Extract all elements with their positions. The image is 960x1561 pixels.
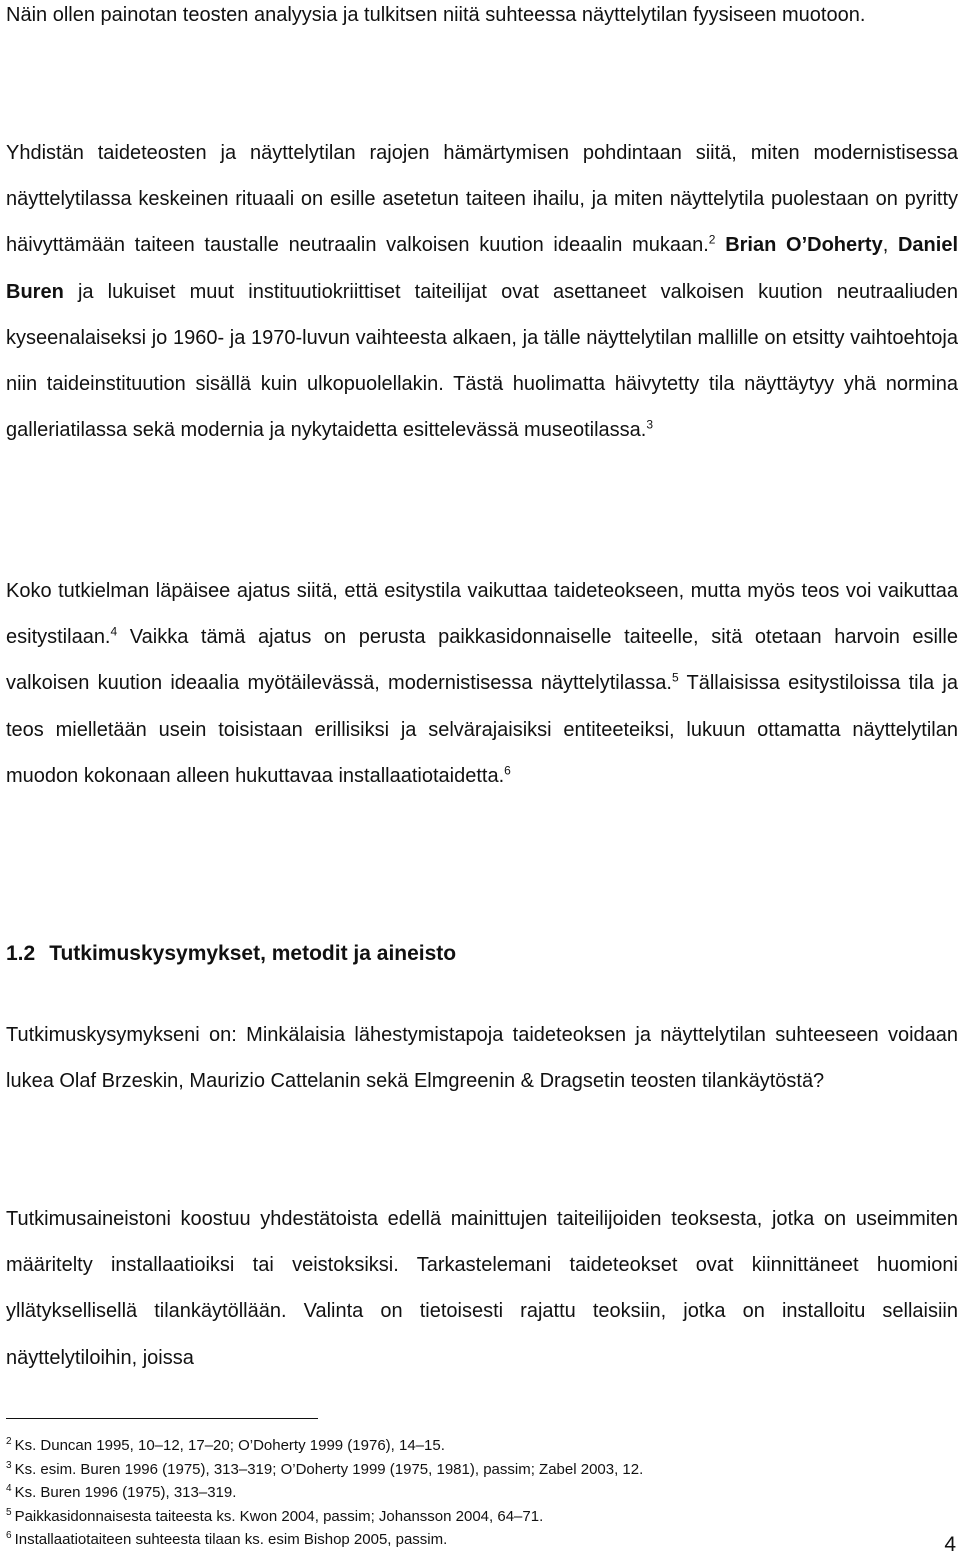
paragraph-text: Yhdistän taideteosten ja näyttelytilan rajojen hämärtymisen pohdintaan siitä, miten modernistisessa näyttelytilassa keskeinen rituaali on esille asetetun taiteen ihailu, ja miten näyttelytila puolestaan on pyritty häivyttämään taiteen taustalle neutraalin valkoisen kuution ideaalin mukaan. [6,142,958,257]
footnote-item [6,1481,946,1505]
paragraph-research-question: Tutkimuskysymykseni on: Minkälaisia lähestymistapoja taideteoksen ja näyttelytilan suhteeseen voidaan lukea Olaf Brzeskin, Maurizio Cattelanin sekä Elmgreenin & Dragsetin teosten tilankäytöstä? [6,1024,958,1093]
footnote-text: Ks. Buren 1996 (1975), 313–319. [14,1484,237,1501]
paragraph-space-and-work [6,568,958,799]
footnote-divider [6,1418,318,1419]
footnote-ref[interactable]: 4 [110,624,118,639]
artist-name-odoherty: Brian O’Doherty [725,234,883,257]
artist-name-buren: Daniel Buren [6,234,959,303]
footnote-text: Ks. Duncan 1995, 10–12, 17–20; O’Doherty 1999 (1976), 14–15. [14,1437,445,1454]
paragraph-text: Koko tutkielman läpäisee ajatus siitä, että esitystila vaikuttaa taideteokseen, mutta myös teos voi vaikuttaa esitystilaan. [6,580,958,649]
footnote-text: Installaatiotaiteen suhteesta tilaan ks. esim Bishop 2005, passim. [14,1531,448,1548]
footnote-text: Ks. esim. Buren 1996 (1975), 313–319; O’Doherty 1999 (1975, 1981), passim; Zabel 2003, 12. [14,1460,644,1478]
footnotes-list [6,1434,946,1552]
footnote-mark: 3 [6,1459,12,1471]
paragraph-white-cube [6,130,958,453]
name-separator: , [882,234,898,257]
paragraph-intro: Näin ollen painotan teosten analyysia ja tulkitsen niitä suhteessa näyttelytilan fyysiseen muotoon. [6,4,866,26]
section-heading [6,936,456,972]
footnote-ref[interactable]: 2 [708,232,716,247]
footnote-item [6,1505,946,1529]
paragraph-text: ja lukuiset muut instituutiokriittiset taiteilijat ovat asettaneet valkoisen kuution neutraaliuden kyseenalaiseksi jo 1960- ja 1970-luvun vaihteesta alkaen, ja tälle näyttelytilan mallille on etsitty vaihtoehtoja niin taideinstituution sisällä kuin ulkopuolellakin. Tästä huolimatta häivytetty tila näyttäytyy yhä normina galleriatilassa sekä modernia ja nykytaidetta esittelevässä museotilassa. [6,280,958,442]
footnote-ref[interactable]: 5 [671,670,679,685]
footnote-mark: 5 [6,1506,12,1518]
section-number: 1.2 [6,942,36,965]
footnote-text: Paikkasidonnaisesta taiteesta ks. Kwon 2004, passim; Johansson 2004, 64–71. [14,1507,544,1525]
footnote-mark: 2 [6,1436,12,1447]
paragraph-text: Vaikka tämä ajatus on perusta paikkasidonnaiselle taiteelle, sitä otetaan harvoin esille valkoisen kuution ideaalia myötäilevässä, modernistisessa näyttelytilassa. [6,626,958,695]
footnote-mark: 6 [6,1530,12,1541]
footnote-item [6,1434,946,1458]
footnote-item [6,1458,946,1482]
footnote-mark: 4 [6,1483,12,1494]
footnote-ref[interactable]: 3 [646,417,654,432]
section-title: Tutkimuskysymykset, metodit ja aineisto [49,942,457,965]
footnote-item [6,1528,946,1552]
paragraph-research-material: Tutkimusaineistoni koostuu yhdestätoista edellä mainittujen taiteilijoiden teoksesta, jotka on useimmiten määritelty installaatioiksi tai veistoksiksi. Tarkastelemani taideteokset ovat kiinnittäneet huomioni yllätyksellisellä tilankäytöllään. Valinta on tietoisesti rajattu teoksiin, jotka on installoitu sellaisiin näyttelytiloihin, joissa [6,1208,958,1369]
footnote-ref[interactable]: 6 [504,763,511,778]
paragraph-text: Tällaisissa esitystiloissa tila ja teos mielletään usein toisistaan erillisiksi ja selvärajaisiksi entiteeteiksi, lukuun ottamatta näyttelytilan muodon kokonaan alleen hukuttavaa installaatiotaidetta. [6,672,958,787]
page-number: 4 [944,1533,956,1556]
